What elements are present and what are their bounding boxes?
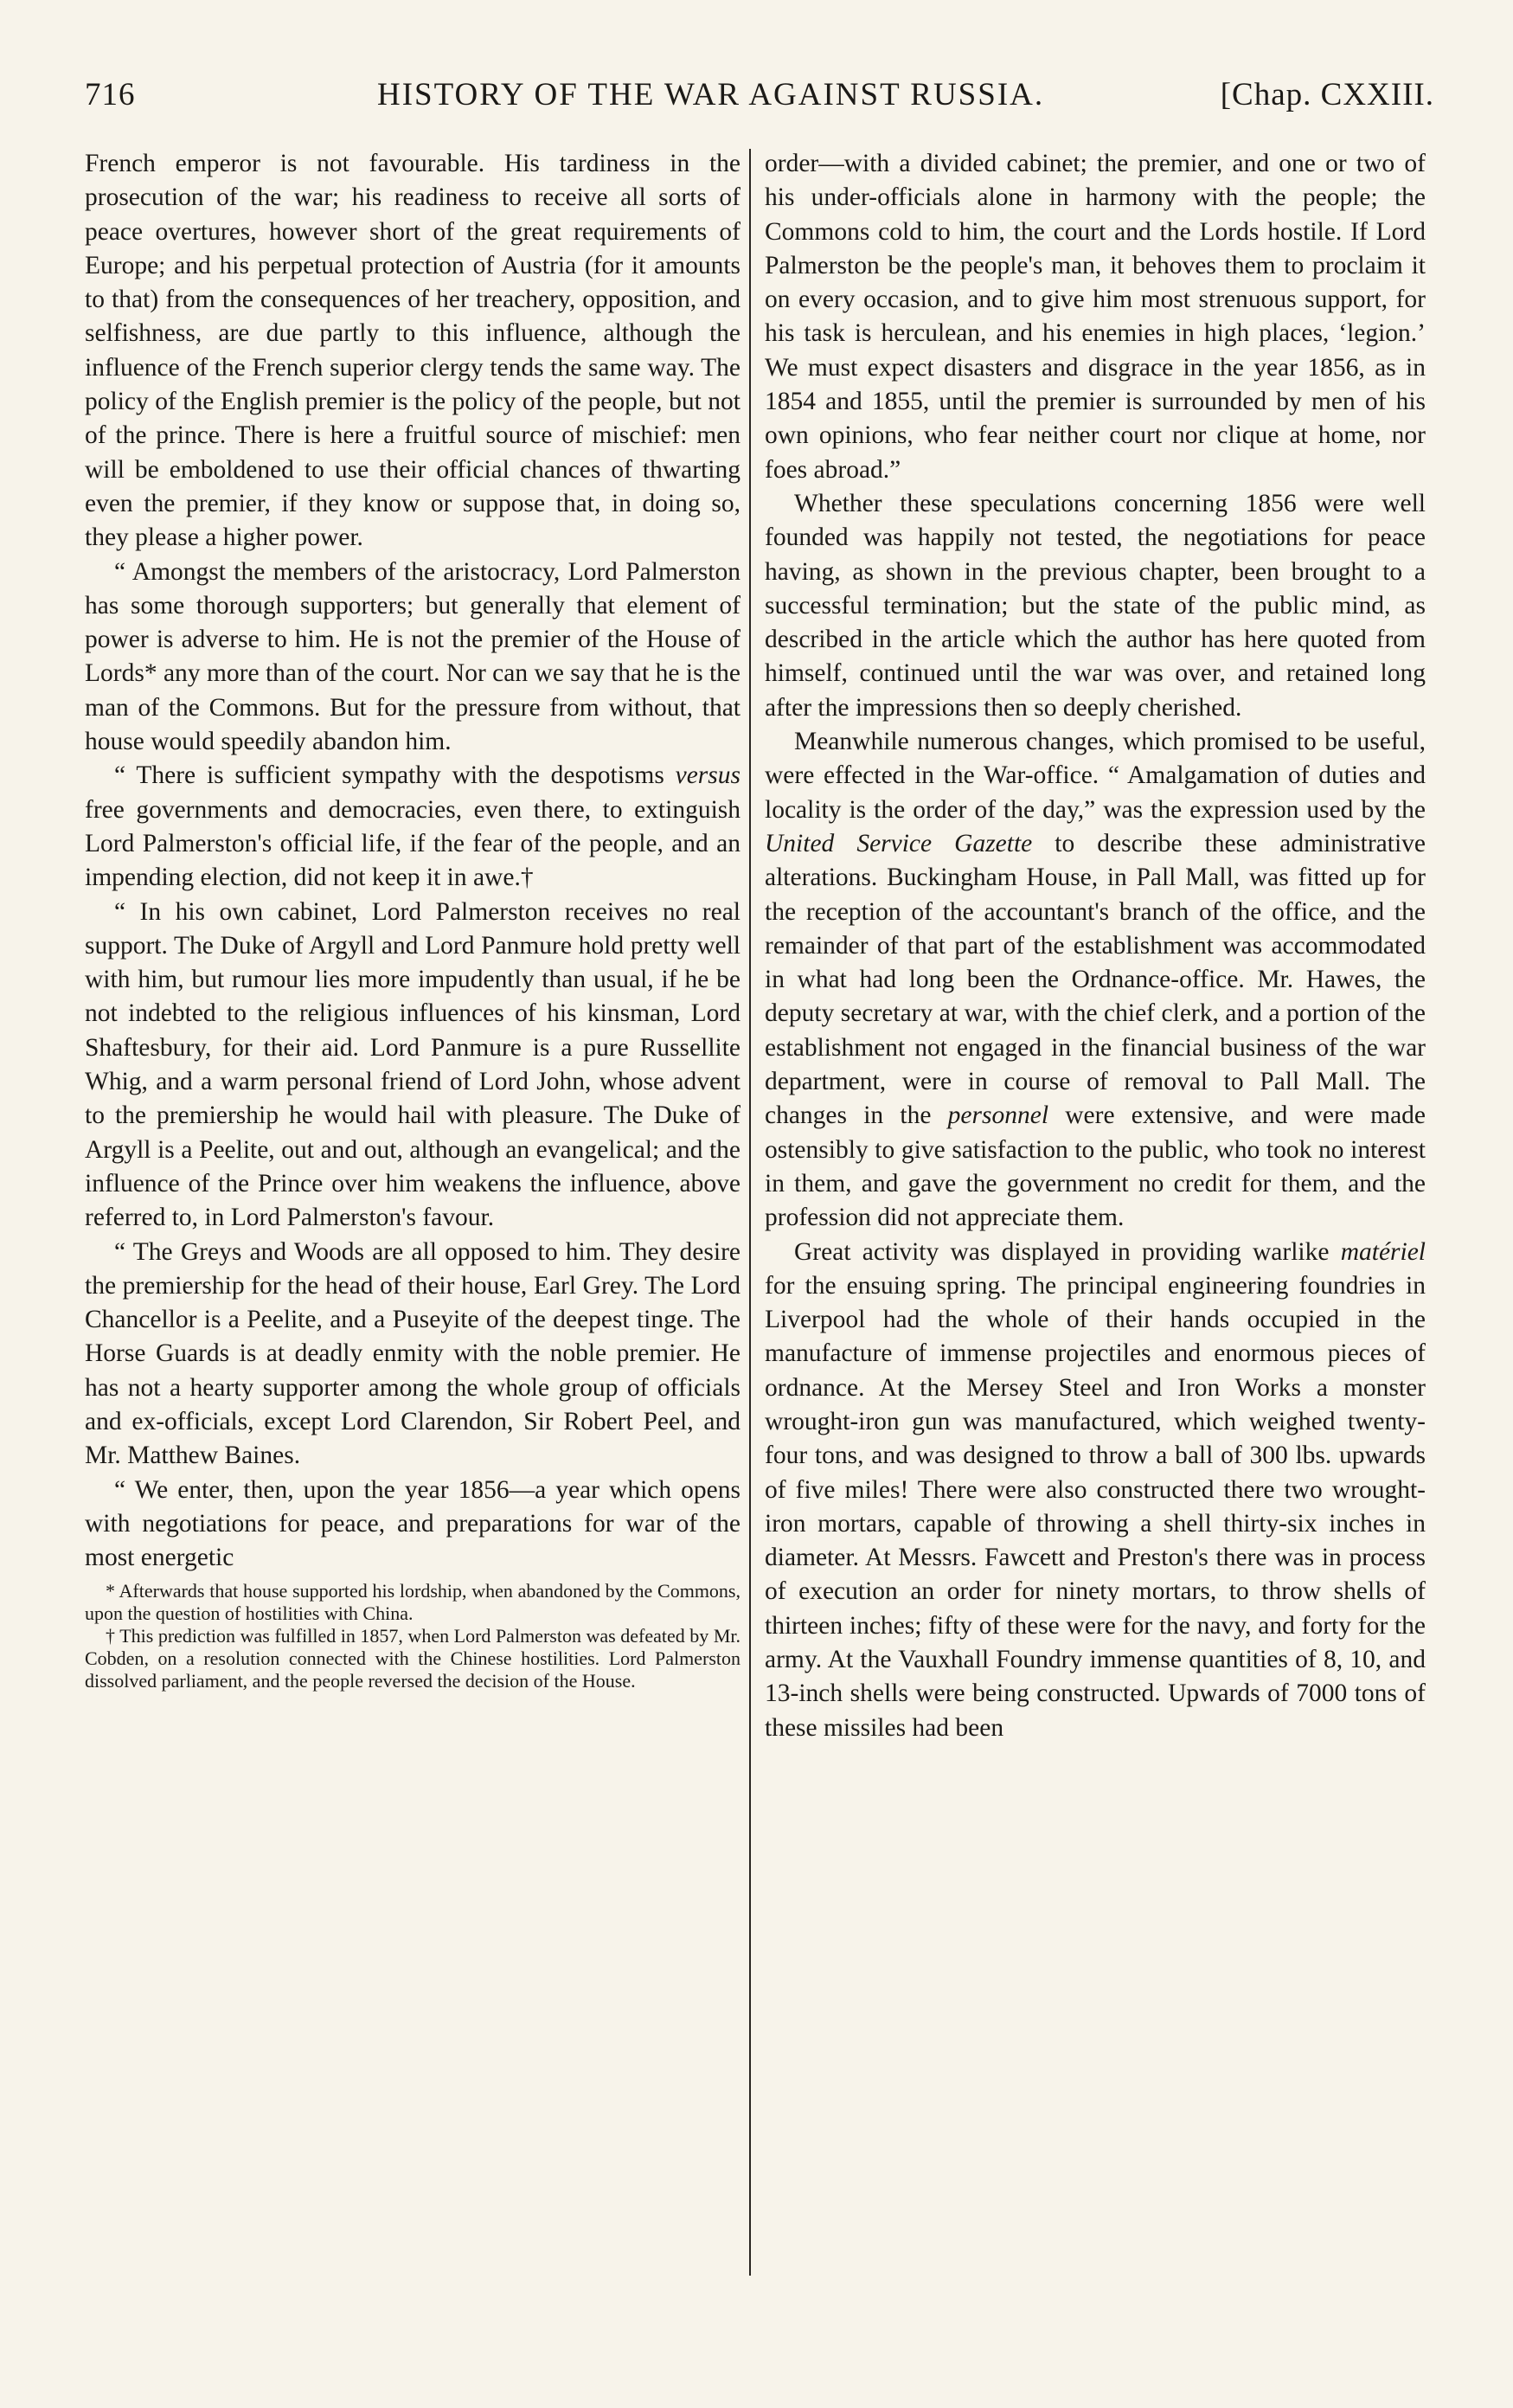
paragraph: Whether these speculations concerning 1856 were well founded was happily not tested, the negotiations for peace having, as shown in the previous chapter, been brought to a successful termination; but the state of the public mind, as described in the article which the author has here quoted from himself, continued until the war was over, and retained long after the impressions then so deeply cherished. [765,489,1426,722]
text-run: Great activity was displayed in providing warlike [794,1237,1341,1266]
text-run: “ There is sufficient sympathy with the despotisms [114,761,676,790]
text-run: free governments and democracies, even there, to extinguish Lord Palmerston's official life, if the fear of the people, and an impending election, did not keep it in awe.† [85,795,740,892]
italic-word: personnel [947,1101,1049,1130]
italic-word: matériel [1340,1237,1426,1266]
left-column [85,147,740,1692]
book-title: HISTORY OF THE WAR AGAINST RUSSIA. [377,77,1045,112]
paragraph: “ We enter, then, upon the year 1856—a year which opens with negotiations for peace, and preparations for war of the most energetic [85,1475,740,1572]
paragraph: “ The Greys and Woods are all opposed to him. They desire the premiership for the head of their house, Earl Grey. The Lord Chancellor is a Peelite, and a Puseyite of the deepest tinge. The Horse Guards is at deadly enmity with the noble premier. He has not a hearty supporter among the whole group of officials and ex-officials, except Lord Clarendon, Sir Robert Peel, and Mr. Matthew Baines. [85,1237,740,1470]
right-column [765,147,1426,1745]
paragraph: “ In his own cabinet, Lord Palmerston receives no real support. The Duke of Argyll and Lord Panmure hold pretty well with him, but rumour lies more impudently than usual, if he be not indebted to the religious influences of his kinsman, Lord Shaftesbury, for their aid. Lord Panmure is a pure Russellite Whig, and a warm personal friend of Lord John, whose advent to the premiership he would hail with pleasure. The Duke of Argyll is a Peelite, out and out, although an evangelical; and the influence of the Prince over him weakens the influence, above referred to, in Lord Palmerston's favour. [85,897,740,1232]
italic-word: versus [675,761,740,790]
page-number: 716 [85,77,136,112]
italic-title: United Service Gazette [765,829,1033,857]
footnotes [85,1580,740,1692]
column-rule [749,149,751,2276]
chapter-label: [Chap. CXXIII. [1220,77,1434,112]
paragraph: order—with a divided cabinet; the premier, and one or two of his under-officials alone in harmony with the people; the Commons cold to him, the court and the Lords hostile. If Lord Palmerston be the people's man, it behoves them to proclaim it on every occasion, and to give him most strenuous support, for his task is herculean, and his enemies in high places, ‘legion.’ We must expect disasters and disgrace in the year 1856, as in 1854 and 1855, until the premier is surrounded by men of his own opinions, who fear neither court nor clique at home, nor foes abroad.” [765,150,1426,484]
paragraph [765,725,1426,1235]
text-run: for the ensuing spring. The principal engineering foundries in Liverpool had the whole of their hands occupied in the manufacture of immense projectiles and enormous pieces of ordnance. At the Mersey Steel and Iron Works a monster wrought-iron gun was manufactured, which weighed twenty-four tons, and was designed to throw a ball of 300 lbs. upwards of five miles! There were also constructed there two wrought-iron mortars, capable of throwing a shell thirty-six inches in diameter. At Messrs. Fawcett and Preston's there was in process of execution an order for ninety mortars, to throw shells of thirteen inches; fifty of these were for the navy, and forty for the army. At the Vauxhall Foundry immense quantities of 8, 10, and 13-inch shells were being constructed. Upwards of 7000 tons of these missiles had been [765,1271,1426,1742]
footnote-1: * Afterwards that house supported his lordship, when abandoned by the Commons, upon the question of hostilities with China. [85,1580,740,1625]
text-run: to describe these administrative alterations. Buckingham House, in Pall Mall, was fitted up for the reception of the accountant's branch of the office, and the remainder of that part of the establishment was accommodated in what had long been the Ordnance-office. Mr. Hawes, the deputy secretary at war, with the chief clerk, and a portion of the establishment not engaged in the financial business of the war department, were in course of removal to Pall Mall. The changes in the [765,829,1426,1130]
paragraph [85,759,740,895]
paragraph: French emperor is not favourable. His tardiness in the prosecution of the war; his readiness to receive all sorts of peace overtures, however short of the great requirements of Europe; and his perpetual protection of Austria (for it amounts to that) from the consequences of her treachery, opposition, and selfishness, are due partly to this influence, although the influence of the French superior clergy tends the same way. The policy of the English premier is the policy of the people, but not of the prince. There is here a fruitful source of mischief: men will be emboldened to use their official chances of thwarting even the premier, if they know or suppose that, in doing so, they please a higher power. [85,150,740,552]
running-head [85,76,1434,128]
footnote-2: † This prediction was fulfilled in 1857, when Lord Palmerston was defeated by Mr. Cobden, on a resolution connected with the Chinese hostilities. Lord Palmerston dissolved parliament, and the people reversed the decision of the House. [85,1625,740,1692]
text-run: Meanwhile numerous changes, which promised to be useful, were effected in the War-office. “ Amalgamation of duties and locality is the order of the day,” was the expression used by the [765,728,1426,824]
paragraph [765,1236,1426,1745]
paragraph: “ Amongst the members of the aristocracy, Lord Palmerston has some thorough supporters; but generally that element of power is adverse to him. He is not the premier of the House of Lords* any more than of the court. Nor can we say that he is the man of the Commons. But for the pressure from without, that house would speedily abandon him. [85,557,740,756]
text-run: were extensive, and were made ostensibly to give satisfaction to the public, who took no interest in them, and gave the government no credit for them, and the profession did not appreciate them. [765,1101,1426,1232]
